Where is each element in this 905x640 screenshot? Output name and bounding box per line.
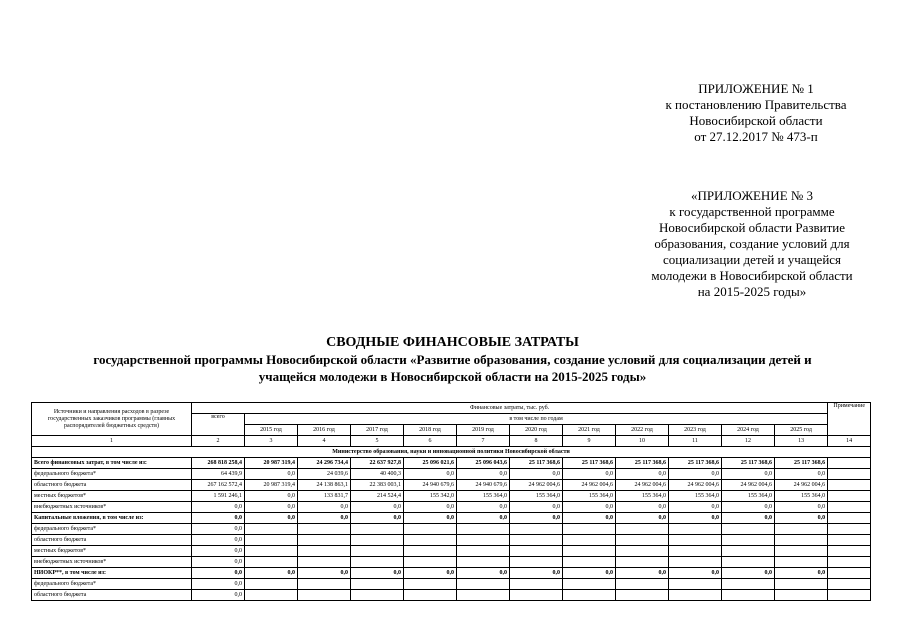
year-value-cell: 0,0 <box>563 513 616 524</box>
year-value-cell: 24 138 863,1 <box>298 480 351 491</box>
year-value-cell: 0,0 <box>669 502 722 513</box>
year-value-cell: 25 117 368,6 <box>722 458 775 469</box>
year-value-cell: 24 962 004,6 <box>669 480 722 491</box>
year-value-cell: 0,0 <box>669 469 722 480</box>
year-value-cell <box>722 535 775 546</box>
total-value-cell: 267 162 572,4 <box>192 480 245 491</box>
year-value-cell <box>245 546 298 557</box>
year-value-cell: 0,0 <box>351 568 404 579</box>
total-value-cell: 64 439,9 <box>192 469 245 480</box>
year-value-cell <box>404 557 457 568</box>
year-value-cell: 155 364,0 <box>669 491 722 502</box>
table-row <box>32 557 871 568</box>
year-value-cell: 0,0 <box>669 568 722 579</box>
year-value-cell: 0,0 <box>404 502 457 513</box>
row-label: Всего финансовых затрат, в том числе из: <box>32 458 192 469</box>
column-number-cell: 6 <box>404 436 457 447</box>
year-value-cell: 0,0 <box>351 513 404 524</box>
year-value-cell <box>563 535 616 546</box>
year-value-cell <box>298 546 351 557</box>
year-value-cell: 0,0 <box>404 469 457 480</box>
year-value-cell: 24 296 734,4 <box>298 458 351 469</box>
table-row <box>32 502 871 513</box>
year-value-cell <box>351 535 404 546</box>
year-value-cell <box>510 557 563 568</box>
year-column-header: 2017 год <box>351 425 404 436</box>
column-number-cell: 12 <box>722 436 775 447</box>
year-value-cell: 0,0 <box>245 568 298 579</box>
year-value-cell <box>775 557 828 568</box>
year-value-cell <box>457 546 510 557</box>
year-value-cell: 0,0 <box>404 568 457 579</box>
total-value-cell: 0,0 <box>192 568 245 579</box>
year-value-cell <box>457 524 510 535</box>
year-value-cell <box>722 557 775 568</box>
year-value-cell: 0,0 <box>722 513 775 524</box>
year-value-cell <box>510 546 563 557</box>
note-cell <box>828 535 871 546</box>
total-value-cell: 0,0 <box>192 557 245 568</box>
column-number-cell: 5 <box>351 436 404 447</box>
year-value-cell: 0,0 <box>722 502 775 513</box>
column-number-cell: 3 <box>245 436 298 447</box>
year-value-cell: 155 364,0 <box>457 491 510 502</box>
table-row <box>32 469 871 480</box>
year-value-cell: 0,0 <box>775 513 828 524</box>
row-label: НИОКР**, в том числе из: <box>32 568 192 579</box>
table-row <box>32 535 871 546</box>
year-value-cell <box>298 579 351 590</box>
year-value-cell <box>510 524 563 535</box>
year-column-header: 2019 год <box>457 425 510 436</box>
year-value-cell <box>775 535 828 546</box>
year-value-cell <box>616 546 669 557</box>
year-value-cell: 155 364,0 <box>775 491 828 502</box>
year-value-cell <box>457 579 510 590</box>
year-value-cell <box>775 590 828 601</box>
total-column-header: всего <box>192 414 245 436</box>
column-number-cell: 1 <box>32 436 192 447</box>
financial-costs-table <box>31 402 871 601</box>
year-value-cell: 0,0 <box>457 513 510 524</box>
note-cell <box>828 480 871 491</box>
year-column-header: 2015 год <box>245 425 298 436</box>
year-value-cell: 0,0 <box>245 469 298 480</box>
year-value-cell: 214 524,4 <box>351 491 404 502</box>
year-value-cell <box>722 546 775 557</box>
year-value-cell <box>404 535 457 546</box>
year-value-cell <box>457 557 510 568</box>
year-value-cell <box>563 546 616 557</box>
table-row <box>32 458 871 469</box>
document-title: СВОДНЫЕ ФИНАНСОВЫЕ ЗАТРАТЫ <box>326 335 579 350</box>
attachment-1-line: Новосибирской области <box>689 113 823 128</box>
attachment-1-line: к постановлению Правительства <box>665 97 847 112</box>
year-value-cell: 25 117 368,6 <box>563 458 616 469</box>
financial-costs-header: Финансовые затраты, тыс. руб. <box>192 403 828 414</box>
total-value-cell: 0,0 <box>192 524 245 535</box>
year-value-cell: 0,0 <box>298 568 351 579</box>
document-subtitle-line: государственной программы Новосибирской области «Развитие образования, создание условий для социализации детей и <box>93 352 812 367</box>
row-label: внебюджетных источников* <box>32 557 192 568</box>
year-value-cell <box>245 524 298 535</box>
year-value-cell <box>351 590 404 601</box>
year-value-cell <box>351 546 404 557</box>
year-value-cell <box>775 524 828 535</box>
year-value-cell: 25 096 021,6 <box>404 458 457 469</box>
attachment-3-line: «ПРИЛОЖЕНИЕ № 3 <box>690 188 814 203</box>
year-value-cell <box>669 524 722 535</box>
year-value-cell <box>669 535 722 546</box>
year-value-cell <box>404 546 457 557</box>
note-cell <box>828 524 871 535</box>
year-value-cell: 155 364,0 <box>722 491 775 502</box>
year-value-cell <box>351 524 404 535</box>
year-value-cell: 0,0 <box>616 568 669 579</box>
year-value-cell <box>563 524 616 535</box>
year-value-cell: 0,0 <box>245 513 298 524</box>
total-value-cell: 0,0 <box>192 579 245 590</box>
year-value-cell <box>404 590 457 601</box>
year-value-cell: 25 117 368,6 <box>510 458 563 469</box>
year-value-cell: 0,0 <box>722 568 775 579</box>
year-value-cell <box>351 557 404 568</box>
year-value-cell: 155 364,0 <box>563 491 616 502</box>
table-row <box>32 480 871 491</box>
year-value-cell: 24 962 004,6 <box>616 480 669 491</box>
year-value-cell <box>298 535 351 546</box>
year-value-cell: 0,0 <box>457 469 510 480</box>
row-label: областного бюджета <box>32 535 192 546</box>
table-row <box>32 546 871 557</box>
year-value-cell: 24 940 679,6 <box>457 480 510 491</box>
year-value-cell: 0,0 <box>775 469 828 480</box>
year-value-cell: 0,0 <box>722 469 775 480</box>
year-value-cell: 0,0 <box>457 502 510 513</box>
year-value-cell: 22 383 003,1 <box>351 480 404 491</box>
year-value-cell <box>616 557 669 568</box>
year-value-cell: 0,0 <box>510 568 563 579</box>
year-value-cell: 155 364,0 <box>616 491 669 502</box>
year-value-cell: 25 117 368,6 <box>616 458 669 469</box>
note-cell <box>828 568 871 579</box>
table-row <box>32 524 871 535</box>
total-value-cell: 0,0 <box>192 502 245 513</box>
year-value-cell <box>510 590 563 601</box>
note-cell <box>828 579 871 590</box>
year-value-cell <box>298 557 351 568</box>
attachment-3-line: молодежи в Новосибирской области <box>651 268 853 283</box>
year-value-cell: 25 117 368,6 <box>669 458 722 469</box>
year-value-cell <box>298 524 351 535</box>
note-cell <box>828 502 871 513</box>
row-label: Капитальные вложения, в том числе из: <box>32 513 192 524</box>
source-column-header: Источники и направления расходов в разрезе государственных заказчиков программы (главных распорядителей бюджетных средств) <box>32 403 192 436</box>
attachment-1-line: ПРИЛОЖЕНИЕ № 1 <box>698 81 814 96</box>
row-label: федерального бюджета* <box>32 579 192 590</box>
year-value-cell <box>616 535 669 546</box>
year-value-cell <box>404 579 457 590</box>
year-value-cell <box>722 579 775 590</box>
total-value-cell: 0,0 <box>192 513 245 524</box>
attachment-1-line: от 27.12.2017 № 473-п <box>694 129 818 144</box>
year-value-cell: 0,0 <box>351 502 404 513</box>
note-cell <box>828 557 871 568</box>
year-value-cell: 0,0 <box>457 568 510 579</box>
year-value-cell <box>616 579 669 590</box>
year-value-cell <box>245 535 298 546</box>
year-value-cell: 0,0 <box>510 502 563 513</box>
year-value-cell: 0,0 <box>404 513 457 524</box>
year-value-cell: 0,0 <box>510 469 563 480</box>
note-cell <box>828 469 871 480</box>
year-value-cell <box>510 579 563 590</box>
year-value-cell: 25 096 043,6 <box>457 458 510 469</box>
year-value-cell: 0,0 <box>616 502 669 513</box>
attachment-1-header <box>636 81 876 145</box>
year-value-cell <box>669 579 722 590</box>
year-value-cell <box>722 524 775 535</box>
year-value-cell: 24 962 004,6 <box>722 480 775 491</box>
document-subtitle-line: учащейся молодежи в Новосибирской области на 2015-2025 годы» <box>258 369 647 384</box>
year-value-cell: 155 342,0 <box>404 491 457 502</box>
year-value-cell: 0,0 <box>245 491 298 502</box>
year-value-cell <box>457 590 510 601</box>
table-row <box>32 491 871 502</box>
row-label: федерального бюджета* <box>32 469 192 480</box>
year-value-cell <box>563 590 616 601</box>
year-value-cell: 0,0 <box>669 513 722 524</box>
year-column-header: 2018 год <box>404 425 457 436</box>
year-column-header: 2024 год <box>722 425 775 436</box>
year-value-cell: 155 364,0 <box>510 491 563 502</box>
row-label: областного бюджета <box>32 480 192 491</box>
note-cell <box>828 458 871 469</box>
year-value-cell <box>298 590 351 601</box>
attachment-3-line: к государственной программе <box>669 204 835 219</box>
ministry-section-header: Министерство образования, науки и инновационной политики Новосибирской области <box>32 447 871 458</box>
year-value-cell <box>245 557 298 568</box>
year-value-cell <box>669 590 722 601</box>
column-number-cell: 4 <box>298 436 351 447</box>
row-label: внебюджетных источников* <box>32 502 192 513</box>
note-cell <box>828 590 871 601</box>
row-label: местных бюджетов* <box>32 491 192 502</box>
total-value-cell: 268 818 258,4 <box>192 458 245 469</box>
year-value-cell: 0,0 <box>775 502 828 513</box>
attachment-3-line: Новосибирской области Развитие <box>658 220 846 235</box>
year-value-cell: 24 039,6 <box>298 469 351 480</box>
column-number-cell: 8 <box>510 436 563 447</box>
year-column-header: 2025 год <box>775 425 828 436</box>
year-value-cell: 0,0 <box>563 568 616 579</box>
column-number-cell: 11 <box>669 436 722 447</box>
column-number-cell: 9 <box>563 436 616 447</box>
year-value-cell: 0,0 <box>510 513 563 524</box>
year-value-cell: 133 831,7 <box>298 491 351 502</box>
note-cell <box>828 491 871 502</box>
year-value-cell: 0,0 <box>298 513 351 524</box>
column-number-cell: 7 <box>457 436 510 447</box>
year-value-cell <box>669 546 722 557</box>
year-value-cell <box>245 590 298 601</box>
year-value-cell <box>775 579 828 590</box>
year-value-cell <box>563 579 616 590</box>
year-value-cell: 24 940 679,6 <box>404 480 457 491</box>
note-column-header: Примечание <box>828 403 871 436</box>
year-value-cell <box>616 590 669 601</box>
by-years-header: в том числе по годам <box>245 414 828 425</box>
table-row <box>32 513 871 524</box>
year-value-cell: 24 962 004,6 <box>775 480 828 491</box>
attachment-3-line: образования, создание условий для <box>654 236 850 251</box>
column-number-cell: 2 <box>192 436 245 447</box>
total-value-cell: 0,0 <box>192 590 245 601</box>
year-value-cell <box>722 590 775 601</box>
column-number-cell: 14 <box>828 436 871 447</box>
year-value-cell: 0,0 <box>775 568 828 579</box>
row-label: областного бюджета <box>32 590 192 601</box>
year-value-cell <box>669 557 722 568</box>
year-value-cell: 24 962 004,6 <box>563 480 616 491</box>
year-value-cell: 20 987 319,4 <box>245 458 298 469</box>
total-value-cell: 0,0 <box>192 546 245 557</box>
year-value-cell <box>775 546 828 557</box>
year-column-header: 2023 год <box>669 425 722 436</box>
year-value-cell <box>404 524 457 535</box>
year-value-cell: 20 987 319,4 <box>245 480 298 491</box>
year-column-header: 2021 год <box>563 425 616 436</box>
year-value-cell <box>245 579 298 590</box>
year-value-cell <box>510 535 563 546</box>
year-column-header: 2016 год <box>298 425 351 436</box>
year-value-cell: 40 400,3 <box>351 469 404 480</box>
note-cell <box>828 546 871 557</box>
column-number-cell: 10 <box>616 436 669 447</box>
year-value-cell <box>351 579 404 590</box>
total-value-cell: 0,0 <box>192 535 245 546</box>
year-value-cell <box>457 535 510 546</box>
total-value-cell: 1 591 246,1 <box>192 491 245 502</box>
year-value-cell: 0,0 <box>616 513 669 524</box>
attachment-3-line: социализации детей и учащейся <box>662 252 842 267</box>
year-value-cell: 25 117 368,6 <box>775 458 828 469</box>
column-number-cell: 13 <box>775 436 828 447</box>
table-row <box>32 579 871 590</box>
year-value-cell <box>616 524 669 535</box>
note-cell <box>828 513 871 524</box>
year-value-cell: 0,0 <box>563 469 616 480</box>
year-value-cell: 24 962 004,6 <box>510 480 563 491</box>
year-value-cell: 22 637 927,8 <box>351 458 404 469</box>
row-label: местных бюджетов* <box>32 546 192 557</box>
attachment-3-line: на 2015-2025 годы» <box>697 284 807 299</box>
year-column-header: 2022 год <box>616 425 669 436</box>
year-value-cell: 0,0 <box>563 502 616 513</box>
year-value-cell: 0,0 <box>616 469 669 480</box>
year-value-cell <box>563 557 616 568</box>
table-row <box>32 590 871 601</box>
row-label: федерального бюджета* <box>32 524 192 535</box>
year-column-header: 2020 год <box>510 425 563 436</box>
table-row <box>32 568 871 579</box>
year-value-cell: 0,0 <box>245 502 298 513</box>
year-value-cell: 0,0 <box>298 502 351 513</box>
attachment-3-header <box>628 188 876 300</box>
